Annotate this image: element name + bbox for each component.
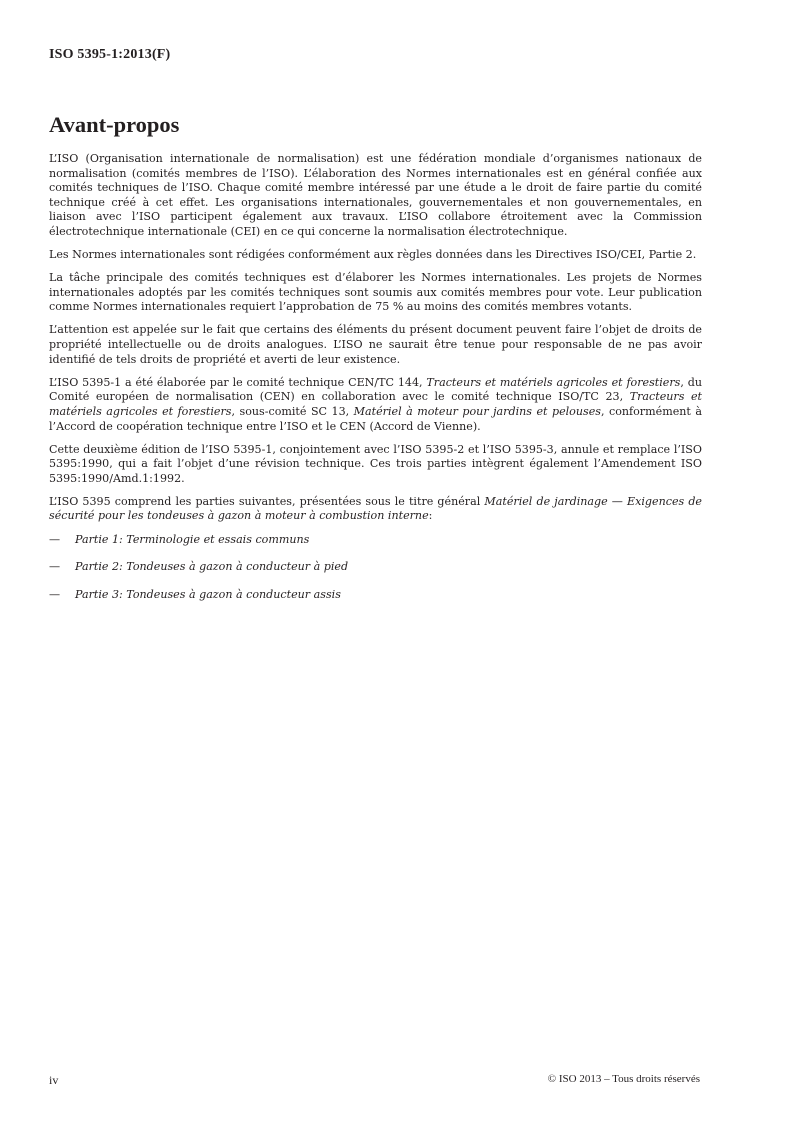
list-dash: — (49, 587, 61, 601)
preparation-text-3: , sous-comité SC 13, (231, 404, 354, 418)
part-list-item (49, 560, 702, 575)
page-number: iv (49, 1073, 59, 1087)
parts-intro-text: L’ISO 5395 comprend les parties suivantes, présentées sous le titre général (49, 494, 485, 508)
part-list-item (49, 588, 702, 603)
paragraph-parts-intro (49, 495, 702, 524)
preparation-text-2: , du Comité européen de normalisation (CEN) en collaboration avec le comité technique ISO/TC 23, (49, 375, 702, 404)
preparation-text-1: L’ISO 5395-1 a été élaborée par le comité technique CEN/TC 144, (49, 375, 427, 389)
preparation-subcommittee-title: Matériel à moteur pour jardins et pelouses (353, 404, 601, 418)
preparation-committee-title-2: Tracteurs et matériels agricoles et forestiers (49, 390, 702, 418)
preparation-committee-title-1: Tracteurs et matériels agricoles et forestiers (426, 375, 681, 389)
list-dash: — (49, 560, 61, 574)
foreword-body (49, 152, 702, 615)
part-title: Partie 1: Terminologie et essais communs (75, 532, 310, 546)
paragraph-committees: La tâche principale des comités techniques est d’élaborer les Normes internationales. Les projets de Normes internationales adoptés par les comités techniques sont soumis aux comités membres pour vote. Leur publication comme Normes internationales requiert l’approbation de 75 % au moins des comités membres votants. (49, 271, 702, 314)
list-dash: — (49, 532, 61, 546)
general-title: Matériel de jardinage — Exigences de sécurité pour les tondeuses à gazon à moteur à combustion interne (49, 494, 702, 523)
paragraph-edition: Cette deuxième édition de l’ISO 5395-1, conjointement avec l’ISO 5395-2 et l’ISO 5395-3, annule et remplace l’ISO 5395:1990, qui a fait l’objet d’une révision technique. Ces trois parties intègrent également l’Amendement ISO 5395:1990/Amd.1:1992. (49, 442, 702, 485)
paragraph-directives: Les Normes internationales sont rédigées conformément aux règles données dans les Directives ISO/CEI, Partie 2. (49, 248, 697, 262)
paragraph-preparation (49, 376, 702, 434)
part-title: Partie 3: Tondeuses à gazon à conducteur assis (75, 587, 341, 601)
document-id-header: ISO 5395-1:2013(F) (49, 47, 171, 62)
preparation-text-4: , conformément à l’Accord de coopération technique entre l’ISO et le CEN (Accord de Vienne). (49, 404, 702, 433)
part-list-item (49, 533, 702, 548)
paragraph-patent-rights: L’attention est appelée sur le fait que certains des éléments du présent document peuvent faire l’objet de droits de propriété intellectuelle ou de droits analogues. L’ISO ne saurait être tenue pour responsable de ne pas avoir identifié de tels droits de propriété et averti de leur existence. (49, 323, 702, 366)
parts-intro-colon: : (428, 509, 433, 523)
paragraph-iso-intro: L’ISO (Organisation internationale de normalisation) est une fédération mondiale d’organismes nationaux de normalisation (comités membres de l’ISO). L’élaboration des Normes internationales est en général confiée aux comités techniques de l’ISO. Chaque comité membre intéressé par une étude a le droit de faire partie du comité technique créé à cet effet. Les organisations internationales, gouvernementales et non gouvernementales, en liaison avec l’ISO participent également aux travaux. L’ISO collabore étroitement avec la Commission électrotechnique internationale (CEI) en ce qui concerne la normalisation électrotechnique. (49, 152, 702, 238)
copyright-notice: © ISO 2013 – Tous droits réservés (547, 1073, 700, 1085)
page-title: Avant-propos (49, 112, 180, 137)
part-title: Partie 2: Tondeuses à gazon à conducteur à pied (75, 560, 349, 574)
